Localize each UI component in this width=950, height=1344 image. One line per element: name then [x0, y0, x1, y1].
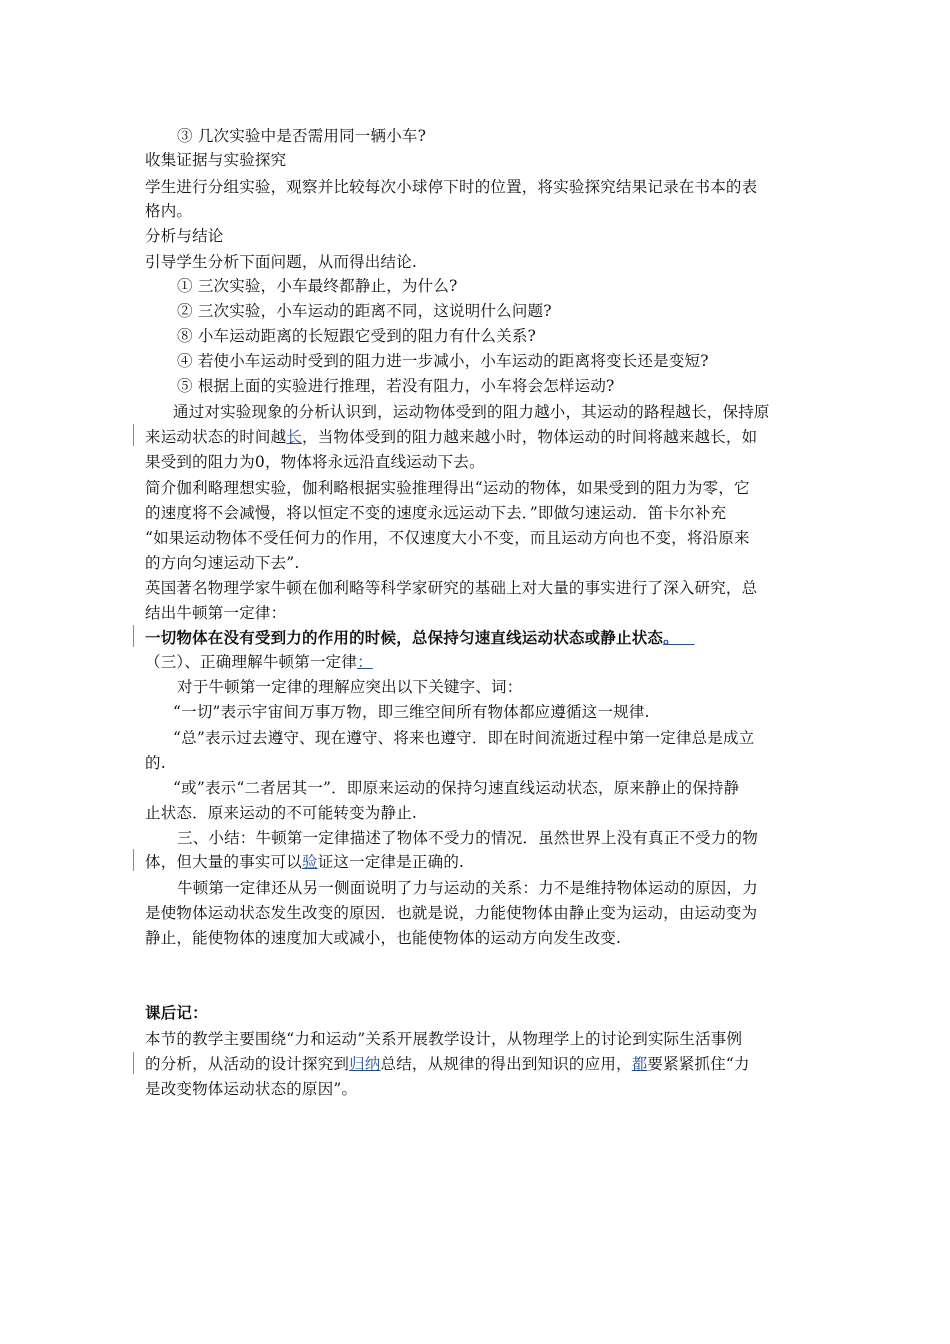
text-span: 总结，从规律的得出到知识的应用，	[380, 1055, 632, 1073]
list-item: ① 三次实验，小车最终都静止，为什么?	[177, 277, 458, 295]
paragraph-line: 是使物体运动状态发生改变的原因．也就是说，力能使物体由静止变为运动，由运动变为	[145, 904, 758, 922]
paragraph-line: 的速度将不会减慢，将以恒定不变的速度永远运动下去．”即做匀速运动．笛卡尔补充	[145, 504, 727, 522]
paragraph-line: 三、小结：牛顿第一定律描述了物体不受力的情况．虽然世界上没有真正不受力的物	[177, 829, 758, 847]
revised-text: 归纳	[349, 1055, 381, 1073]
paragraph-line	[145, 850, 810, 874]
paragraph-line: “一切”表示宇宙间万事万物，即三维空间所有物体都应遵循这一规律.	[173, 703, 650, 721]
law-text: 一切物体在没有受到力的作用的时候，总保持匀速直线运动状态或静止状态	[145, 629, 664, 647]
list-item: ② 三次实验，小车运动的距离不同，这说明什么问题?	[177, 302, 552, 320]
list-item: ⑤ 根据上面的实验进行推理，若没有阻力，小车将会怎样运动?	[177, 377, 615, 395]
text-span: 要紧紧抓住“力	[647, 1055, 750, 1073]
paragraph-line: 果受到的阻力为0，物体将永远沿直线运动下去。	[145, 453, 485, 471]
afterword-heading: 课后记：	[145, 1004, 208, 1022]
section-heading	[145, 650, 810, 674]
paragraph-line: 牛顿第一定律还从另一侧面说明了力与运动的关系：力不是维持物体运动的原因，力	[177, 879, 758, 897]
section-heading: 收集证据与实验探究	[145, 151, 287, 169]
revision-bar	[133, 1052, 134, 1074]
paragraph-line	[145, 1052, 810, 1076]
text-line: 格内。	[145, 202, 193, 220]
paragraph-line: 英国著名物理学家牛顿在伽利略等科学家研究的基础上对大量的事实进行了深入研究，总	[145, 579, 758, 597]
text-line: ③ 几次实验中是否需用同一辆小车?	[177, 127, 427, 145]
paragraph-line: 是改变物体运动状态的原因”。	[145, 1080, 358, 1098]
revision-bar	[133, 625, 134, 647]
section-heading: 分析与结论	[145, 227, 224, 245]
paragraph-line: 止状态．原来运动的不可能转变为静止.	[145, 804, 418, 822]
paragraph-line: 结出牛顿第一定律：	[145, 604, 287, 622]
revised-text	[679, 629, 695, 647]
text-line: 引导学生分析下面问题，从而得出结论.	[145, 253, 418, 271]
revised-text: ：	[357, 653, 373, 671]
list-item: ④ 若使小车运动时受到的阻力进一步减小，小车运动的距离将变长还是变短?	[177, 352, 709, 370]
paragraph-line: 通过对实验现象的分析认识到，运动物体受到的阻力越小，其运动的路程越长，保持原	[173, 403, 770, 421]
revised-text: 。	[663, 629, 679, 647]
list-item: ⑧ 小车运动距离的长短跟它受到的阻力有什么关系?	[177, 327, 537, 345]
text-line: 学生进行分组实验，观察并比较每次小球停下时的位置，将实验探究结果记录在书本的表	[145, 178, 758, 196]
text-span: 体，但大量的事实可以	[145, 853, 303, 871]
paragraph-line: “如果运动物体不受任何力的作用，不仅速度大小不变，而且运动方向也不变，将沿原来	[145, 529, 750, 547]
paragraph-line: 的方向匀速运动下去”.	[145, 554, 300, 572]
paragraph-line: 的.	[145, 754, 166, 772]
text-span: 来运动状态的时间越	[145, 428, 287, 446]
newton-first-law	[145, 626, 810, 650]
paragraph-line: 静止，能使物体的速度加大或减小，也能使物体的运动方向发生改变.	[145, 929, 622, 947]
paragraph-line: 简介伽利略理想实验，伽利略根据实验推理得出“运动的物体，如果受到的阻力为零，它	[145, 479, 750, 497]
text-span: （三）、正确理解牛顿第一定律	[145, 653, 358, 671]
paragraph-line: “总”表示过去遵守、现在遵守、将来也遵守．即在时间流逝过程中第一定律总是成立	[173, 729, 755, 747]
revision-bar	[133, 424, 134, 446]
paragraph-line: 对于牛顿第一定律的理解应突出以下关键字、词：	[177, 678, 523, 696]
paragraph-line: “或”表示“二者居其一”．即原来运动的保持匀速直线运动状态，原来静止的保持静	[173, 779, 740, 797]
text-span: 的分析，从活动的设计探究到	[145, 1055, 350, 1073]
revised-text: 长	[286, 428, 303, 446]
revised-text: 都	[631, 1055, 648, 1073]
text-span: ，当物体受到的阻力越来越小时，物体运动的时间将越来越长，如	[302, 428, 758, 446]
revision-bar	[133, 849, 134, 871]
text-span: 证这一定律是正确的.	[317, 853, 465, 871]
revised-text: 验	[302, 853, 318, 871]
paragraph-line: 本节的教学主要围绕“力和运动”关系开展教学设计，从物理学上的讨论到实际生活事例	[145, 1030, 743, 1048]
paragraph-line	[145, 425, 810, 449]
